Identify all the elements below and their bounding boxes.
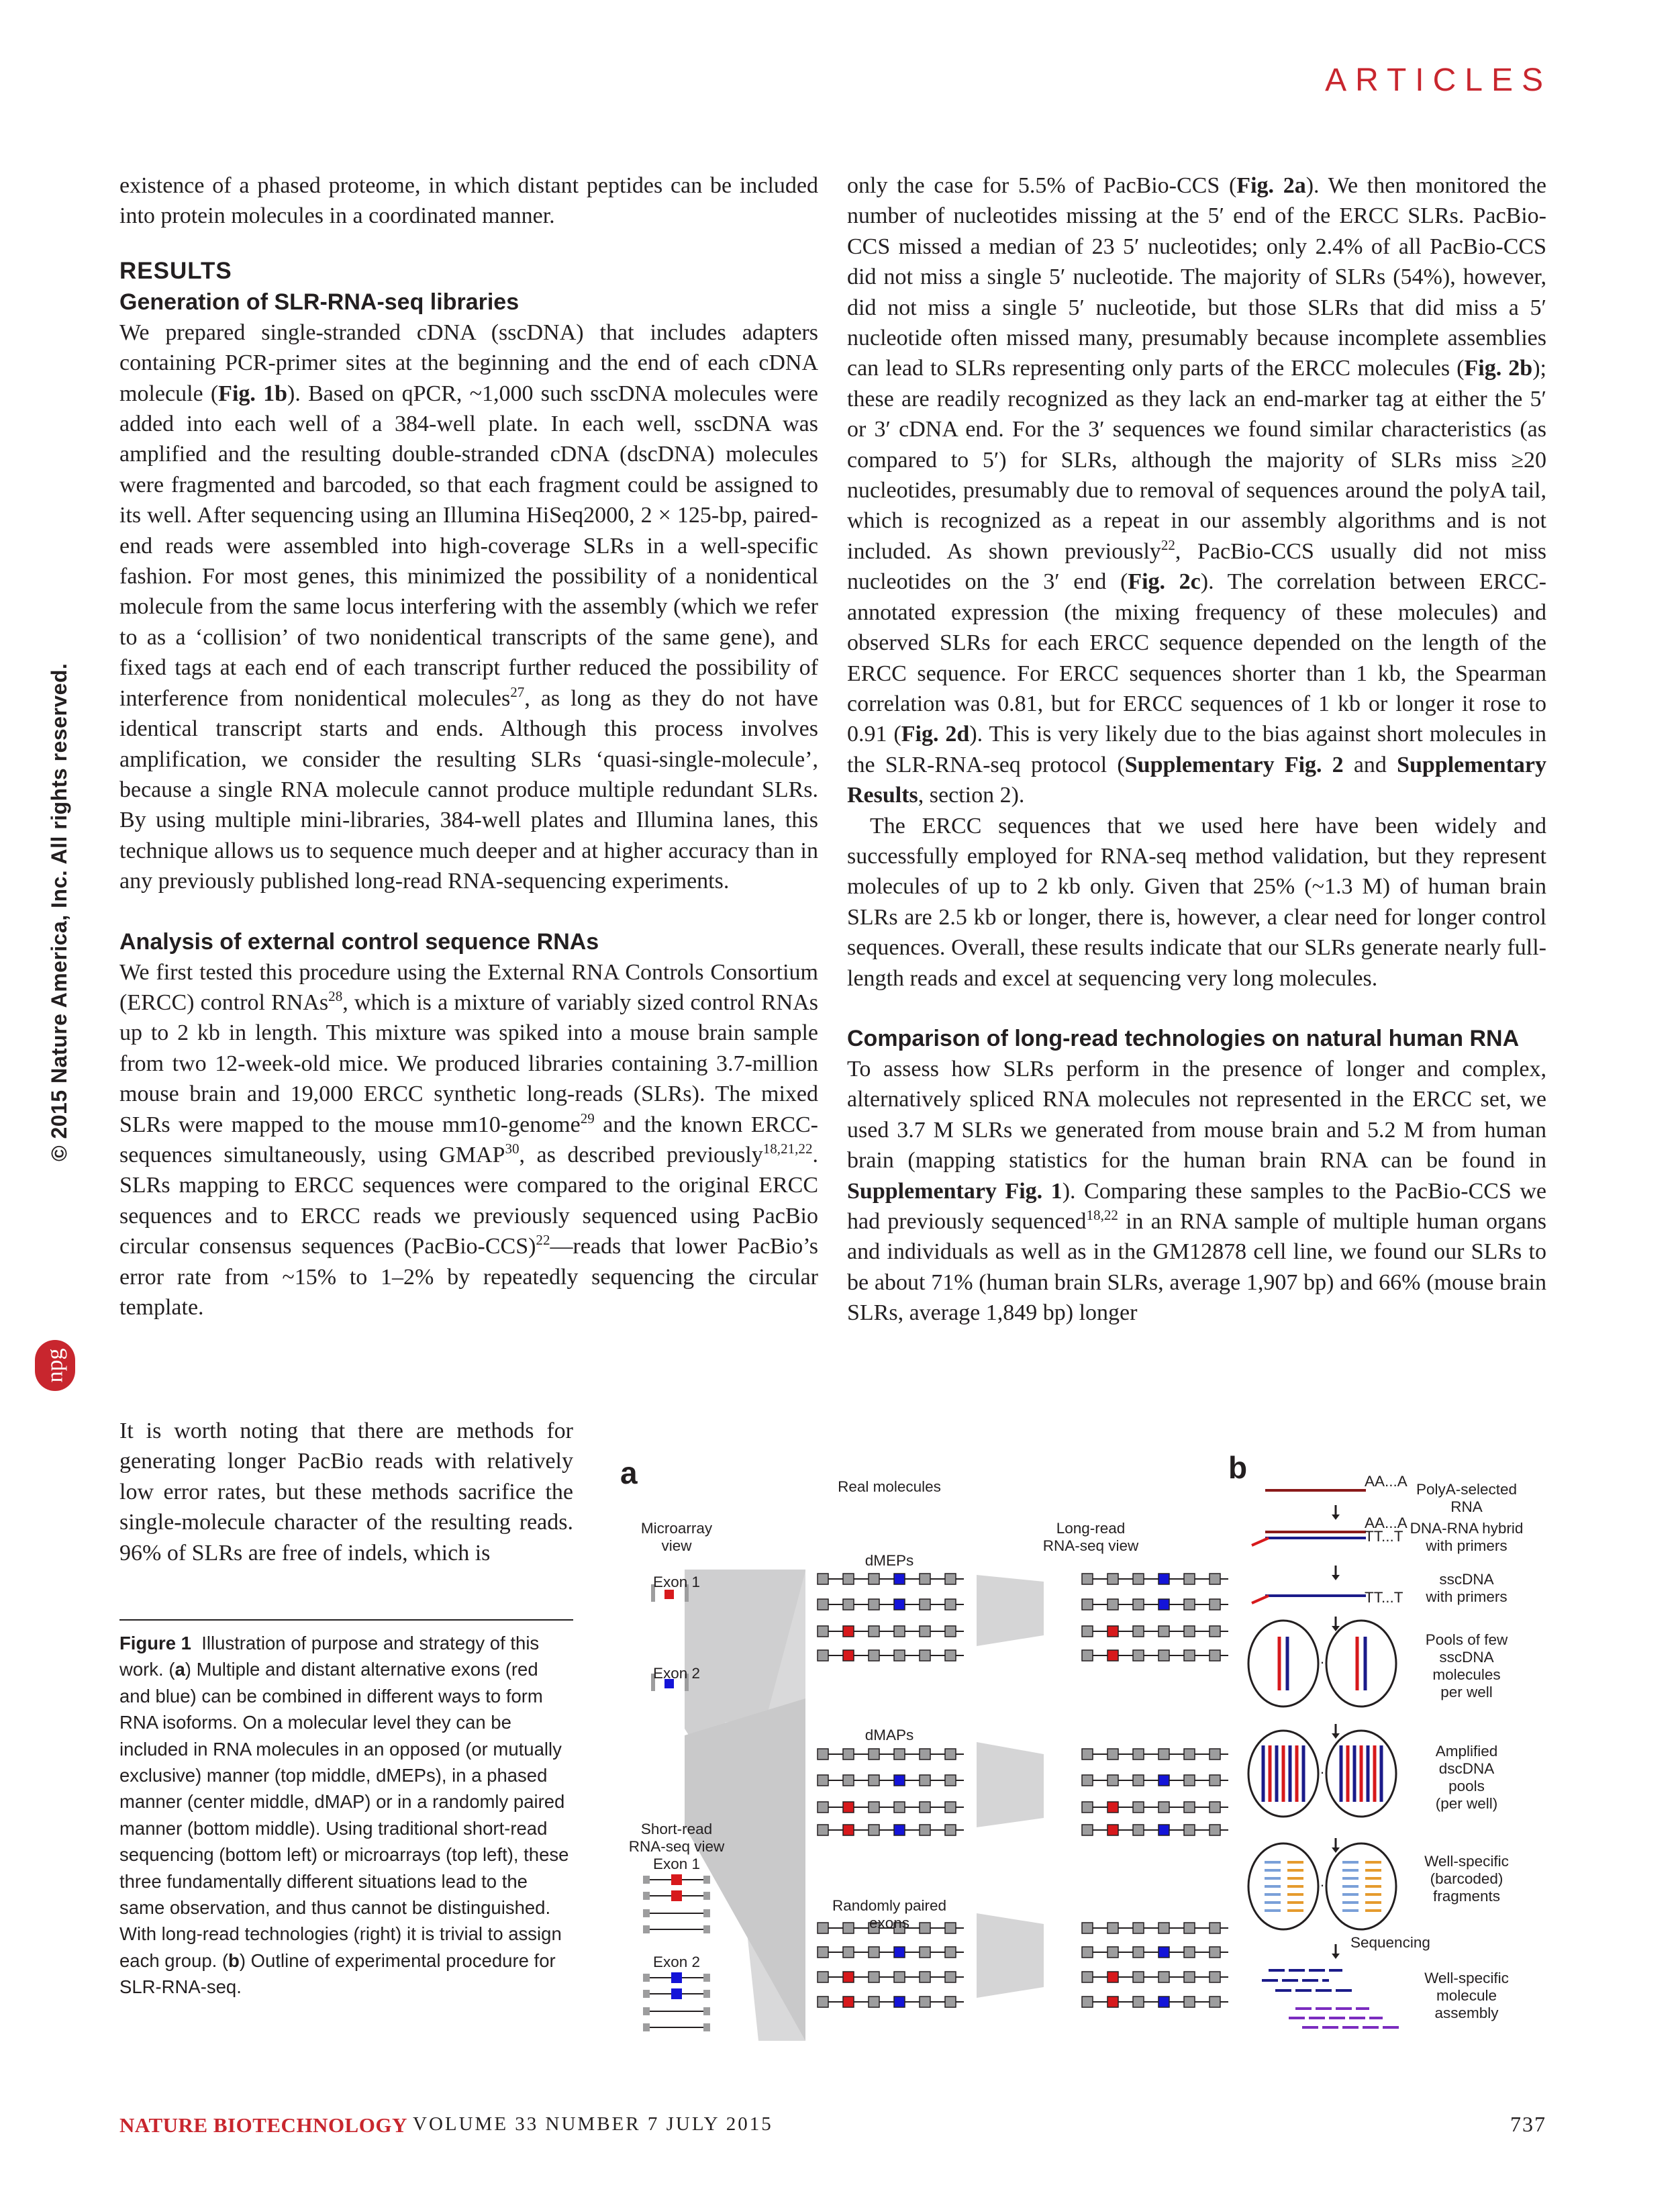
microarray-label-2: view	[661, 1537, 692, 1554]
exon-box	[1158, 1775, 1169, 1786]
exon-box	[1082, 1599, 1093, 1610]
exon-box	[843, 1626, 854, 1637]
exon-box	[920, 1574, 930, 1584]
short-read-end	[703, 1990, 710, 1998]
exon-box	[894, 1574, 905, 1584]
amplified-label: Amplified	[1435, 1743, 1498, 1760]
exon-box	[843, 1749, 854, 1760]
exon-box	[1107, 1997, 1118, 2007]
arrow-head	[1332, 1514, 1340, 1520]
exon-box	[1107, 1775, 1118, 1786]
exon-box	[1158, 1923, 1169, 1933]
exon-box	[818, 1802, 828, 1813]
exon-box	[1107, 1749, 1118, 1760]
exon-box	[1082, 1626, 1093, 1637]
pools-label-3: molecules	[1432, 1666, 1501, 1683]
supplementary-ref[interactable]: Supplementary Fig. 1	[847, 1178, 1063, 1204]
exon-box	[1210, 1947, 1220, 1958]
short-read-end	[703, 2007, 710, 2015]
exon-box	[920, 1972, 930, 1982]
exon-box	[1184, 1626, 1195, 1637]
exon-box	[818, 1599, 828, 1610]
exon-box	[1082, 1997, 1093, 2007]
exon-box	[894, 1626, 905, 1637]
exon-box	[920, 1923, 930, 1933]
exon-box	[1133, 1749, 1144, 1760]
exon-box	[894, 1599, 905, 1610]
exon-box	[920, 1650, 930, 1661]
exon-box	[818, 1574, 828, 1584]
exon-box	[843, 1997, 854, 2007]
exon-box	[894, 1802, 905, 1813]
exon-box	[920, 1997, 930, 2007]
arrow-head	[1332, 1733, 1340, 1739]
citation[interactable]: 18,22	[1086, 1206, 1118, 1223]
assembly-label: Well-specific	[1424, 1970, 1509, 1986]
exon-box	[843, 1923, 854, 1933]
exon-box	[1082, 1947, 1093, 1958]
exon-box	[1082, 1972, 1093, 1982]
section-header: ARTICLES	[1325, 62, 1552, 98]
exon-box	[1107, 1574, 1118, 1584]
well-label-3: fragments	[1432, 1888, 1501, 1905]
amplified-label-4: (per well)	[1435, 1795, 1498, 1812]
exon-box	[1107, 1802, 1118, 1813]
exon-box	[1133, 1574, 1144, 1584]
exon-box	[1184, 1825, 1195, 1835]
exon-box	[1107, 1825, 1118, 1835]
exon-box	[1184, 1923, 1195, 1933]
exon-box	[920, 1626, 930, 1637]
exon-box	[1210, 1972, 1220, 1982]
footer-volume: VOLUME 33 NUMBER 7 JULY 2015	[413, 2113, 773, 2135]
pools-label-4: per well	[1440, 1684, 1493, 1700]
exon-box	[1158, 1574, 1169, 1584]
exon-box	[894, 1947, 905, 1958]
panel-a-letter: a	[620, 1455, 638, 1490]
exon-box	[843, 1972, 854, 1982]
page-number: 737	[1510, 2112, 1546, 2136]
exon-box	[1133, 1599, 1144, 1610]
short-read-end	[703, 1892, 710, 1900]
exon-box	[1184, 1650, 1195, 1661]
exon-box	[1133, 1997, 1144, 2007]
exon-box	[945, 1825, 956, 1835]
exon-box	[945, 1947, 956, 1958]
exon-box	[818, 1972, 828, 1982]
exon-box	[818, 1749, 828, 1760]
exon-box	[869, 1825, 879, 1835]
exon-box	[1184, 1574, 1195, 1584]
dmeps-label: dMEPs	[865, 1552, 914, 1569]
exon-box	[1158, 1947, 1169, 1958]
short-read-end	[643, 2023, 650, 2031]
exon-box	[920, 1599, 930, 1610]
short-read-end	[703, 1925, 710, 1933]
exon-box	[1107, 1650, 1118, 1661]
funnel-shape	[977, 1913, 1044, 1998]
exon-box	[843, 1650, 854, 1661]
right-column	[847, 171, 1546, 1329]
figure-ref[interactable]: Fig. 1b	[218, 381, 288, 406]
exon-box	[920, 1947, 930, 1958]
primer	[1252, 1538, 1269, 1545]
exon-box	[1082, 1749, 1093, 1760]
figure-ref[interactable]: Fig. 2d	[901, 722, 970, 747]
exon-box	[1158, 1650, 1169, 1661]
short-read-end	[703, 2023, 710, 2031]
exon-box	[843, 1574, 854, 1584]
exon-box	[1210, 1802, 1220, 1813]
citation[interactable]: 27	[510, 683, 525, 700]
short-read-label-2: RNA-seq view	[628, 1838, 725, 1855]
exon-box	[1133, 1972, 1144, 1982]
exon-box	[894, 1997, 905, 2007]
citation[interactable]: 29	[580, 1110, 595, 1126]
exon-box	[1184, 1802, 1195, 1813]
exon-box	[1158, 1802, 1169, 1813]
ellipsis: ...	[1316, 1650, 1329, 1667]
exon-box	[1107, 1626, 1118, 1637]
exon-box	[945, 1650, 956, 1661]
exon-box	[843, 1802, 854, 1813]
exon-box	[818, 1923, 828, 1933]
figure-ref[interactable]: Fig. 2a	[1236, 173, 1306, 198]
short-read-end	[643, 1974, 650, 1982]
results-heading: RESULTS	[119, 257, 232, 284]
exon-box	[1210, 1775, 1220, 1786]
exon-box	[1107, 1947, 1118, 1958]
exon-box	[1133, 1626, 1144, 1637]
exon-box	[1082, 1574, 1093, 1584]
exon-box	[945, 1802, 956, 1813]
primer	[1252, 1596, 1269, 1603]
exon-box	[869, 1802, 879, 1813]
exon-box	[869, 1972, 879, 1982]
left-column	[119, 171, 818, 1323]
microarray-label: Microarray	[640, 1520, 713, 1537]
exon-box	[920, 1775, 930, 1786]
well-circle	[1248, 1843, 1318, 1929]
exon-box	[920, 1749, 930, 1760]
exon-box	[1210, 1626, 1220, 1637]
exon-box	[945, 1574, 956, 1584]
exon-box	[894, 1825, 905, 1835]
exon-box	[1082, 1923, 1093, 1933]
figure-1	[604, 1450, 1550, 2054]
hybrid-label-2: with primers	[1426, 1537, 1508, 1554]
npg-logo	[35, 1340, 75, 1391]
supplementary-ref[interactable]: Supplementary Fig. 2	[1124, 752, 1344, 777]
exon-box	[869, 1650, 879, 1661]
exon-box	[843, 1599, 854, 1610]
short-read-end	[643, 1876, 650, 1884]
exon-box	[671, 1988, 682, 1999]
exon-box	[1133, 1947, 1144, 1958]
exon-box	[1133, 1775, 1144, 1786]
real-molecules-label: Real molecules	[838, 1478, 941, 1495]
exon-box	[1184, 1997, 1195, 2007]
well-circle	[1248, 1621, 1318, 1706]
exon-box	[671, 1972, 682, 1983]
short-read-exon2-label: Exon 2	[652, 1954, 701, 1970]
exon-box	[1184, 1972, 1195, 1982]
footer-journal: NATURE BIOTECHNOLOGY	[119, 2113, 407, 2137]
citation[interactable]: 18,21,22	[762, 1140, 813, 1157]
slr-libraries-heading: Generation of SLR-RNA-seq libraries	[119, 289, 520, 315]
ellipsis: ...	[1316, 1873, 1329, 1890]
hybrid-label: DNA-RNA hybrid	[1410, 1520, 1524, 1537]
exon-box	[1133, 1802, 1144, 1813]
exon1-label: Exon 1	[652, 1574, 701, 1590]
short-read-exon1-label: Exon 1	[652, 1856, 701, 1872]
exon-box	[869, 1626, 879, 1637]
amplified-label-3: pools	[1448, 1778, 1485, 1794]
arrow-head	[1332, 1575, 1340, 1580]
exon-box	[818, 1997, 828, 2007]
dmaps-label: dMAPs	[865, 1727, 914, 1743]
exon-box	[818, 1775, 828, 1786]
citation[interactable]: 28	[328, 988, 343, 1004]
copyright-text: © 2015 Nature America, Inc. All rights reserved.	[47, 663, 71, 1161]
exon-box	[1082, 1775, 1093, 1786]
exon2-label: Exon 2	[652, 1665, 701, 1682]
long-read-paragraph: To assess how SLRs perform in the presence of longer and complex, alternatively spliced RNA molecules not represented in the ERCC set, we used 3.7 M SLRs we generated from mouse brain and 5.2 M from human brain (mapping statistics for the human brain RNA can be found in Supplementary Fig. 1). Comparing these samples to the PacBio-CCS we had previously sequenced$^{18,22}$ in an RNA sample of multiple human organs and individuals as well as in the GM12878 cell line, we found our SLRs to be about 71% (human brain SLRs, average 1,907 bp) and 66% (mouse brain SLRs, average 1,849 bp) longer	[847, 1056, 1547, 1326]
short-read-end	[703, 1909, 710, 1917]
figure-caption: Figure 1 Illustration of purpose and strategy of this work. (a) Multiple and distant alternative exons (red and blue) can be combined in different ways to form RNA isoforms. On a molecular level they can be included in RNA molecules in an opposed (or mutually exclusive) manner (top middle, dMEPs), in a phased manner (center middle, dMAP) or in a randomly paired manner (bottom middle). Using traditional short-read sequencing (bottom left) or microarrays (top left), these three fundamentally different situations lead to the same observation, and thus cannot be distinguished. With long-read technologies (right) it is trivial to assign each group. (b) Outline of experimental procedure for SLR-RNA-seq.	[119, 1633, 569, 1998]
long-read-label: Long-read	[1056, 1520, 1126, 1537]
funnel-shape	[977, 1742, 1044, 1827]
exon-box	[1133, 1923, 1144, 1933]
long-read-label-2: RNA-seq view	[1042, 1537, 1139, 1554]
exon-box	[818, 1947, 828, 1958]
exon-box	[1184, 1749, 1195, 1760]
well-label: Well-specific	[1424, 1853, 1509, 1870]
polya-label: PolyA-selected	[1416, 1481, 1518, 1498]
exon-box	[894, 1749, 905, 1760]
figure-ref[interactable]: Fig. 2b	[1464, 356, 1533, 381]
exon-box	[1184, 1775, 1195, 1786]
exon-box	[1133, 1825, 1144, 1835]
exon-box	[818, 1825, 828, 1835]
well-circle	[1326, 1843, 1396, 1929]
exon-box	[894, 1972, 905, 1982]
exon-box	[843, 1825, 854, 1835]
ellipsis: ...	[1316, 1760, 1329, 1777]
short-read-end	[643, 1909, 650, 1917]
ercc-continued-paragraph: only the case for 5.5% of PacBio-CCS (Fig. 2a). We then monitored the number of nucleotides missing at the 5′ end of the ERCC SLRs. PacBio-CCS missed a median of 23 5′ nucleotides; only 2.4% of all PacBio-CCS did not miss a single 5′ nucleotide. The majority of SLRs (54%), however, did not miss a single 5′ nucleotide, but those SLRs that did miss a 5′ nucleotide often missed many, presumably because incomplete assemblies can lead to SLRs representing only parts of the ERCC molecules (Fig. 2b); these are readily recognized as they lack an end-marker tag at either the 5′ or 3′ cDNA end. For the 3′ sequences we found similar characteristics (as compared to 5′) for SLRs, although the majority of SLRs miss ≥20 nucleotides, presumably due to removal of sequences around the polyA tail, which is recognized as a repeat in our assembly algorithms and is not included. As shown previously$^{22}$, PacBio-CCS usually did not miss nucleotides on the 3′ end (Fig. 2c). The correlation between ERCC-annotated expression (the mixing frequency of these molecules) and observed SLRs for each ERCC sequence depended on the length of the ERCC sequence. For ERCC sequences shorter than 1 kb, the Spearman correlation was 0.81, but for ERCC sequences of 1 kb or longer it rose to 0.91 (Fig. 2d). This is very likely due to the bias against short molecules in the SLR-RNA-seq protocol (Supplementary Fig. 2 and Supplementary Results, section 2).	[847, 173, 1547, 808]
exon-box	[869, 1749, 879, 1760]
citation[interactable]: 30	[505, 1140, 520, 1157]
exon-box	[945, 1997, 956, 2007]
exon-box	[1184, 1947, 1195, 1958]
exon-box	[894, 1775, 905, 1786]
exon-box	[1210, 1650, 1220, 1661]
exon-box	[1107, 1599, 1118, 1610]
short-read-label: Short-read	[640, 1821, 713, 1837]
assembly-label-2: molecule	[1436, 1987, 1497, 2004]
citation[interactable]: 22	[536, 1232, 550, 1249]
sscdna-label: sscDNA	[1439, 1571, 1494, 1588]
exon-box	[945, 1599, 956, 1610]
exon-box	[1158, 1972, 1169, 1982]
exon-box	[945, 1923, 956, 1933]
funnel-shape	[685, 1698, 805, 2041]
assembly-label-3: assembly	[1434, 2005, 1499, 2021]
short-read-end	[643, 1892, 650, 1900]
short-read-end	[643, 2007, 650, 2015]
short-read-end	[703, 1876, 710, 1884]
narrow-paragraph: It is worth noting that there are methods for generating longer PacBio reads with relatively low error rates, but these methods sacrifice the single-molecule character of the resulting reads. 96% of SLRs are free of indels, which is	[119, 1418, 573, 1566]
exon-box	[1082, 1802, 1093, 1813]
panel-b-letter: b	[1228, 1450, 1248, 1485]
polya-label-2: RNA	[1450, 1498, 1483, 1515]
exon-box	[818, 1626, 828, 1637]
exon-box	[920, 1802, 930, 1813]
arrow-head	[1332, 1847, 1340, 1853]
exon-box	[1158, 1599, 1169, 1610]
short-read-end	[643, 1990, 650, 1998]
exon-box	[945, 1749, 956, 1760]
exon-box	[1210, 1599, 1220, 1610]
ercc-summary-paragraph: The ERCC sequences that we used here have been widely and successfully employed for RNA-seq method validation, but they represent molecules of up to 2 kb only. Given that 25% (~1.3 M) of human brain SLRs are 2.5 kb or longer, there is, however, a clear need for longer control sequences. Overall, these results indicate that our SLRs generate nearly full-length reads and excel at sequencing very long molecules.	[847, 813, 1546, 991]
exon-box	[1107, 1972, 1118, 1982]
exon-box	[1133, 1650, 1144, 1661]
exon-box	[869, 1574, 879, 1584]
exon-box	[920, 1825, 930, 1835]
polyt-label-2: TT...T	[1365, 1589, 1403, 1606]
short-read-end	[703, 1974, 710, 1982]
exon-box	[843, 1947, 854, 1958]
intro-paragraph: existence of a phased proteome, in which distant peptides can be included into protein molecules in a coordinated manner.	[119, 173, 818, 229]
caption-label: Figure 1	[119, 1633, 191, 1653]
polya-tail-label-2: AA...A	[1365, 1514, 1408, 1531]
exon-box	[1210, 1825, 1220, 1835]
exon-box	[1158, 1997, 1169, 2007]
citation[interactable]: 22	[1161, 536, 1175, 553]
exon-box	[1082, 1825, 1093, 1835]
exon-box	[671, 1874, 682, 1885]
funnel-shape	[977, 1575, 1044, 1646]
well-label-2: (barcoded)	[1430, 1870, 1503, 1887]
exon-box	[1158, 1626, 1169, 1637]
well-circle	[1326, 1621, 1396, 1706]
arrow-head	[1332, 1954, 1340, 1959]
sscdna-label-2: with primers	[1426, 1588, 1508, 1605]
exon-box	[1210, 1997, 1220, 2007]
exon-box	[945, 1775, 956, 1786]
exon-box	[1082, 1650, 1093, 1661]
slr-libraries-paragraph: We prepared single-stranded cDNA (sscDNA) that includes adapters containing PCR-primer sites at the beginning and the end of each cDNA molecule (Fig. 1b). Based on qPCR, ~1,000 such sscDNA molecules were added into each well of a 384-well plate. In each well, sscDNA was amplified and the resulting double-stranded cDNA (dscDNA) molecules were fragmented and barcoded, so that each fragment could be assigned to its well. After sequencing using an Illumina HiSeq2000, 2 × 125-bp, paired-end reads were assembled into high-coverage SLRs in a well-specific fashion. For most genes, this minimized the possibility of a nonidentical molecule from the same locus interfering with the assembly (which we refer to as a ‘collision’ of two nonidentical transcripts of the same gene), and fixed tags at each end of each transcript further reduced the possibility of interference from nonidentical molecules$^{27}$, as long as they do not have identical transcript starts and ends. Although this process involves amplification, we consider the resulting SLRs ‘quasi-single-molecule’, because a single RNA molecule cannot produce multiple redundant SLRs. By using multiple mini-libraries, 384-well plates and Illumina lanes, this technique allows us to sequence much deeper and at higher accuracy than in any previously published long-read RNA-sequencing experiments.	[119, 320, 819, 894]
supplementary-ref[interactable]: Supplementary Results	[847, 752, 1547, 808]
random-label: Randomly paired	[832, 1897, 947, 1914]
sequencing-label: Sequencing	[1350, 1934, 1430, 1951]
exon-box	[894, 1650, 905, 1661]
exon-box	[1210, 1749, 1220, 1760]
exon-box	[869, 1947, 879, 1958]
pools-label-2: sscDNA	[1439, 1649, 1494, 1666]
exon-box	[945, 1972, 956, 1982]
exon-box	[1158, 1749, 1169, 1760]
exon-box	[1210, 1574, 1220, 1584]
exon-box	[1210, 1923, 1220, 1933]
polya-tail-label: AA...A	[1365, 1473, 1408, 1490]
long-read-heading: Comparison of long-read technologies on natural human RNA	[847, 1025, 1520, 1051]
ercc-heading: Analysis of external control sequence RNAs	[119, 928, 599, 955]
polyt-label: TT...T	[1365, 1528, 1403, 1545]
exon-box	[671, 1890, 682, 1901]
exon-box	[843, 1775, 854, 1786]
exon-box	[818, 1650, 828, 1661]
caption-divider	[119, 1619, 573, 1621]
exon-box	[869, 1599, 879, 1610]
figure-ref[interactable]: Fig. 2c	[1128, 569, 1201, 595]
ercc-paragraph: We first tested this procedure using the External RNA Controls Consortium (ERCC) control RNAs$^{28}$, which is a mixture of variably sized control RNAs up to 2 kb in length. This mixture was spiked into a mouse brain sample from two 12-week-old mice. We produced libraries containing 3.7-million mouse brain and 19,000 ERCC synthetic long-reads (SLRs). The mixed SLRs were mapped to the mouse mm10-genome$^{29}$ and the known ERCC-sequences simultaneously, using GMAP$^{30}$, as described previously$^{18,21,22}$. SLRs mapping to ERCC sequences were compared to the original ERCC sequences and to ERCC reads we previously sequenced using PacBio circular consensus sequences (PacBio-CCS)$^{22}$—reads that lower PacBio’s error rate from ~15% to 1–2% by repeatedly sequencing the circular template.	[119, 959, 818, 1320]
exon-box	[945, 1626, 956, 1637]
exon-box	[1107, 1923, 1118, 1933]
exon-box	[1184, 1599, 1195, 1610]
short-read-end	[643, 1925, 650, 1933]
pools-label: Pools of few	[1425, 1631, 1508, 1648]
amplified-label-2: dscDNA	[1438, 1760, 1495, 1777]
npg-logo-text: npg	[42, 1348, 67, 1383]
exon-probe	[664, 1590, 674, 1599]
exon-box	[1158, 1825, 1169, 1835]
exon-box	[869, 1997, 879, 2007]
exon-box	[869, 1775, 879, 1786]
random-label-2: exons	[869, 1915, 910, 1931]
